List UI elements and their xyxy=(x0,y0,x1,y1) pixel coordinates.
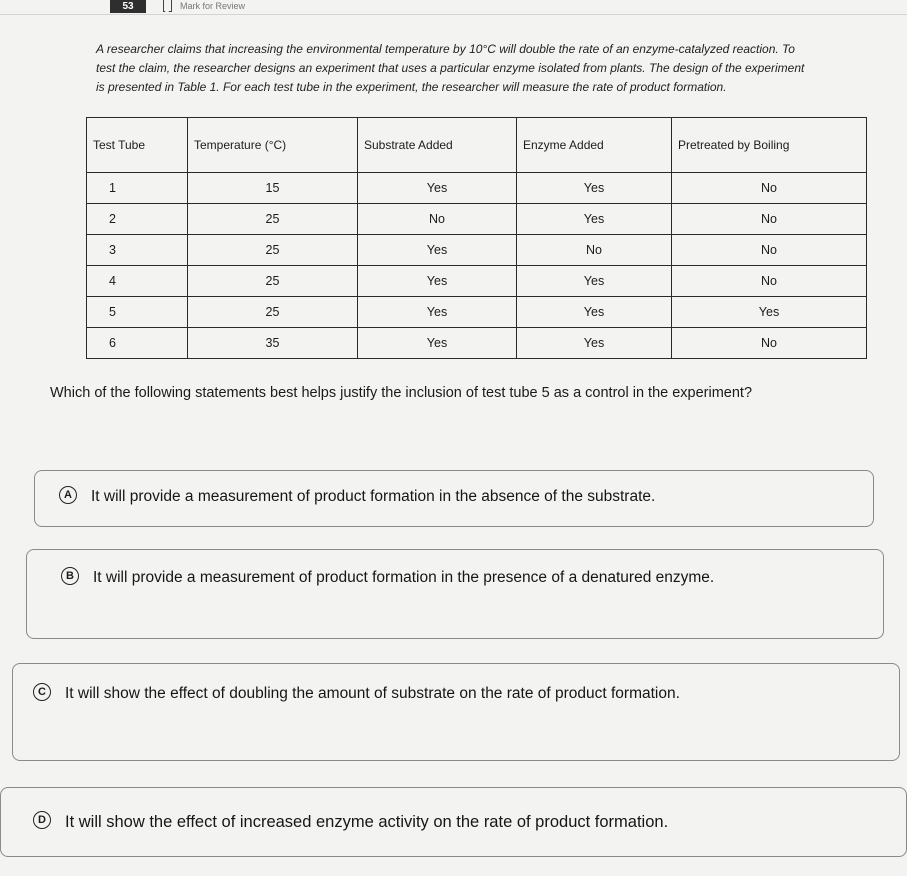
cell-boiling: Yes xyxy=(672,297,867,328)
cell-temperature: 35 xyxy=(188,328,358,359)
table-header-row xyxy=(87,118,867,173)
header-test-tube: Test Tube xyxy=(87,118,188,173)
cell-boiling: No xyxy=(672,235,867,266)
cell-substrate: Yes xyxy=(358,266,517,297)
cell-tube: 2 xyxy=(87,204,188,235)
choice-letter-b: B xyxy=(61,567,79,585)
answer-choice-a[interactable] xyxy=(34,470,874,527)
answer-choice-d[interactable] xyxy=(0,787,907,857)
answer-choice-b[interactable] xyxy=(26,549,884,639)
table-row xyxy=(87,235,867,266)
cell-substrate: Yes xyxy=(358,235,517,266)
cell-tube: 3 xyxy=(87,235,188,266)
choice-text-c: It will show the effect of doubling the amount of substrate on the rate of product formation. xyxy=(65,685,680,702)
cell-substrate: Yes xyxy=(358,328,517,359)
cell-temperature: 25 xyxy=(188,266,358,297)
cell-enzyme: Yes xyxy=(517,204,672,235)
cell-temperature: 25 xyxy=(188,235,358,266)
table-row xyxy=(87,328,867,359)
choice-text-d: It will show the effect of increased enzyme activity on the rate of product formation. xyxy=(65,813,669,831)
choice-text-b: It will provide a measurement of product formation in the presence of a denatured enzyme. xyxy=(93,569,715,586)
header-temperature: Temperature (°C) xyxy=(188,118,358,173)
choice-letter-a: A xyxy=(59,486,77,504)
choice-letter-d: D xyxy=(33,811,51,829)
cell-temperature: 25 xyxy=(188,204,358,235)
cell-temperature: 15 xyxy=(188,173,358,204)
question-number-badge: 53 xyxy=(110,0,146,13)
answer-choice-c[interactable] xyxy=(12,663,900,761)
cell-substrate: No xyxy=(358,204,517,235)
cell-temperature: 25 xyxy=(188,297,358,328)
cell-tube: 4 xyxy=(87,266,188,297)
cell-substrate: Yes xyxy=(358,173,517,204)
table-row xyxy=(87,297,867,328)
passage-text: A researcher claims that increasing the environmental temperature by 10°C will double the rate of an enzyme-catalyzed reaction. To test the claim, the researcher designs an experiment that uses a particular enzyme isolated from plants. The design of the experiment is presented in Table 1. For each test tube in the experiment, the researcher will measure the rate of product formation. xyxy=(96,42,805,94)
cell-boiling: No xyxy=(672,173,867,204)
experiment-table xyxy=(86,117,867,359)
table-row xyxy=(87,204,867,235)
cell-boiling: No xyxy=(672,266,867,297)
cell-substrate: Yes xyxy=(358,297,517,328)
header-enzyme: Enzyme Added xyxy=(517,118,672,173)
header-substrate: Substrate Added xyxy=(358,118,517,173)
cell-boiling: No xyxy=(672,328,867,359)
cell-enzyme: Yes xyxy=(517,266,672,297)
choice-text-a: It will provide a measurement of product formation in the absence of the substrate. xyxy=(91,488,656,505)
table-row xyxy=(87,266,867,297)
question-text: Which of the following statements best helps justify the inclusion of test tube 5 as a control in the experiment? xyxy=(50,385,753,401)
cell-boiling: No xyxy=(672,204,867,235)
cell-tube: 1 xyxy=(87,173,188,204)
table-row xyxy=(87,173,867,204)
choice-letter-c: C xyxy=(33,683,51,701)
cell-tube: 6 xyxy=(87,328,188,359)
cell-enzyme: Yes xyxy=(517,173,672,204)
top-toolbar xyxy=(0,0,907,15)
cell-enzyme: Yes xyxy=(517,297,672,328)
cell-enzyme: No xyxy=(517,235,672,266)
header-boiling: Pretreated by Boiling xyxy=(672,118,867,173)
cell-enzyme: Yes xyxy=(517,328,672,359)
mark-for-review-label[interactable]: Mark for Review xyxy=(180,1,246,11)
cell-tube: 5 xyxy=(87,297,188,328)
bookmark-icon[interactable] xyxy=(163,0,172,12)
